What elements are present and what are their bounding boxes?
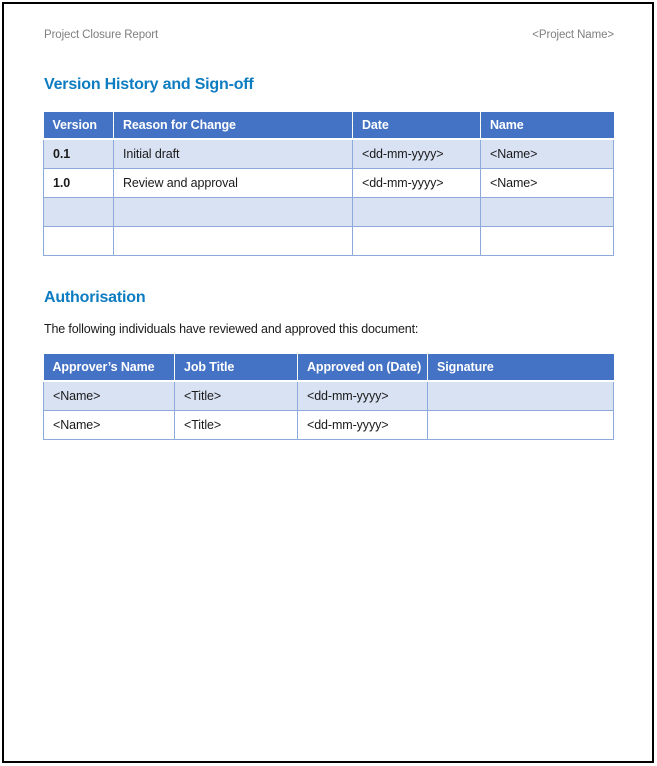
table-cell-date — [353, 198, 481, 227]
table-cell-reason: Review and approval — [114, 169, 353, 198]
table-cell-date — [353, 227, 481, 256]
column-header-reason: Reason for Change — [114, 112, 353, 139]
version-table-header-row — [44, 112, 614, 139]
table-cell-job-title: <Title> — [175, 381, 298, 411]
table-cell-approved-on: <dd-mm-yyyy> — [298, 411, 428, 440]
section-heading-version-history: Version History and Sign-off — [44, 76, 254, 93]
column-header-approver-name: Approver’s Name — [44, 354, 175, 381]
table-cell-date: <dd-mm-yyyy> — [353, 169, 481, 198]
table-cell-approver-name: <Name> — [44, 411, 175, 440]
table-cell-date: <dd-mm-yyyy> — [353, 139, 481, 169]
authorisation-table-header-row — [44, 354, 614, 381]
table-cell-name — [481, 198, 614, 227]
table-cell-name: <Name> — [481, 169, 614, 198]
table-cell-version — [44, 227, 114, 256]
table-cell-version: 0.1 — [44, 139, 114, 169]
table-row — [44, 169, 614, 198]
table-cell-reason: Initial draft — [114, 139, 353, 169]
section-heading-authorisation: Authorisation — [44, 289, 146, 306]
column-header-approved-on: Approved on (Date) — [298, 354, 428, 381]
table-cell-reason — [114, 198, 353, 227]
table-cell-version: 1.0 — [44, 169, 114, 198]
table-row — [44, 198, 614, 227]
table-cell-approver-name: <Name> — [44, 381, 175, 411]
column-header-date: Date — [353, 112, 481, 139]
table-cell-signature — [428, 381, 614, 411]
version-history-table — [43, 112, 614, 256]
authorisation-table — [43, 354, 614, 440]
column-header-signature: Signature — [428, 354, 614, 381]
table-cell-reason — [114, 227, 353, 256]
table-row — [44, 139, 614, 169]
project-name-placeholder: <Project Name> — [532, 29, 614, 41]
table-cell-version — [44, 198, 114, 227]
column-header-version: Version — [44, 112, 114, 139]
table-cell-approved-on: <dd-mm-yyyy> — [298, 381, 428, 411]
table-row — [44, 381, 614, 411]
page-header — [44, 29, 614, 41]
document-title: Project Closure Report — [44, 29, 159, 41]
table-cell-name — [481, 227, 614, 256]
table-cell-name: <Name> — [481, 139, 614, 169]
column-header-job-title: Job Title — [175, 354, 298, 381]
table-row — [44, 227, 614, 256]
column-header-name: Name — [481, 112, 614, 139]
table-cell-signature — [428, 411, 614, 440]
table-row — [44, 411, 614, 440]
authorisation-intro-text: The following individuals have reviewed and approved this document: — [44, 322, 419, 336]
table-cell-job-title: <Title> — [175, 411, 298, 440]
